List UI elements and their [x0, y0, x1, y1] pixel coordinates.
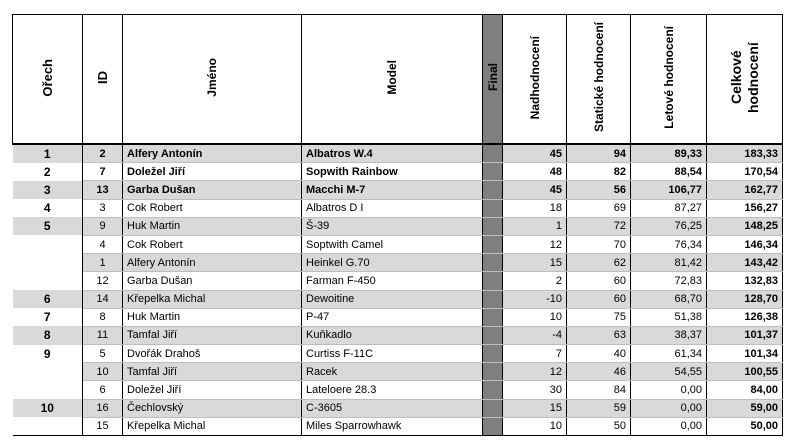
model-cell[interactable]: Dewoitine — [302, 290, 483, 308]
id-cell[interactable]: 15 — [83, 417, 123, 435]
order-cell[interactable]: 3 — [13, 181, 83, 199]
static-cell[interactable]: 94 — [567, 144, 631, 163]
name-cell[interactable]: Cok Robert — [123, 235, 302, 253]
model-cell[interactable]: Heinkel G.70 — [302, 254, 483, 272]
flight-cell[interactable]: 61,34 — [631, 345, 707, 363]
bonus-cell[interactable]: 2 — [503, 272, 567, 290]
total-cell[interactable]: 101,34 — [707, 345, 783, 363]
name-cell[interactable]: Tamfal Jiří — [123, 326, 302, 344]
static-cell[interactable]: 82 — [567, 163, 631, 181]
static-cell[interactable]: 84 — [567, 381, 631, 399]
flight-cell[interactable]: 76,25 — [631, 217, 707, 235]
final-cell[interactable] — [483, 181, 503, 199]
final-cell[interactable] — [483, 199, 503, 217]
static-cell[interactable]: 70 — [567, 235, 631, 253]
order-cell[interactable]: 6 — [13, 290, 83, 308]
name-cell[interactable]: Křepelka Michal — [123, 417, 302, 435]
total-cell[interactable]: 101,37 — [707, 326, 783, 344]
id-cell[interactable]: 3 — [83, 199, 123, 217]
id-cell[interactable]: 8 — [83, 308, 123, 326]
total-cell[interactable]: 128,70 — [707, 290, 783, 308]
total-cell[interactable]: 162,77 — [707, 181, 783, 199]
table-row[interactable] — [13, 181, 783, 199]
total-cell[interactable]: 50,00 — [707, 417, 783, 435]
final-cell[interactable] — [483, 381, 503, 399]
total-cell[interactable]: 132,83 — [707, 272, 783, 290]
order-cell[interactable] — [13, 272, 83, 290]
order-cell[interactable] — [13, 417, 83, 435]
static-cell[interactable]: 72 — [567, 217, 631, 235]
table-row[interactable] — [13, 363, 783, 381]
name-cell[interactable]: Huk Martin — [123, 308, 302, 326]
flight-cell[interactable]: 54,55 — [631, 363, 707, 381]
final-cell[interactable] — [483, 363, 503, 381]
total-cell[interactable]: 183,33 — [707, 144, 783, 163]
id-cell[interactable]: 9 — [83, 217, 123, 235]
flight-cell[interactable]: 0,00 — [631, 381, 707, 399]
id-cell[interactable]: 11 — [83, 326, 123, 344]
order-cell[interactable]: 7 — [13, 308, 83, 326]
id-cell[interactable]: 5 — [83, 345, 123, 363]
static-cell[interactable]: 60 — [567, 290, 631, 308]
static-cell[interactable]: 46 — [567, 363, 631, 381]
bonus-cell[interactable]: 7 — [503, 345, 567, 363]
bonus-cell[interactable]: 10 — [503, 417, 567, 435]
order-cell[interactable]: 5 — [13, 217, 83, 235]
name-cell[interactable]: Křepelka Michal — [123, 290, 302, 308]
final-cell[interactable] — [483, 326, 503, 344]
id-cell[interactable]: 1 — [83, 254, 123, 272]
total-cell[interactable]: 100,55 — [707, 363, 783, 381]
static-cell[interactable]: 62 — [567, 254, 631, 272]
order-cell[interactable]: 8 — [13, 326, 83, 344]
name-cell[interactable]: Garba Dušan — [123, 272, 302, 290]
flight-cell[interactable]: 81,42 — [631, 254, 707, 272]
static-cell[interactable]: 40 — [567, 345, 631, 363]
flight-cell[interactable]: 68,70 — [631, 290, 707, 308]
order-cell[interactable] — [13, 254, 83, 272]
table-row[interactable] — [13, 417, 783, 435]
bonus-cell[interactable]: 12 — [503, 363, 567, 381]
static-cell[interactable]: 50 — [567, 417, 631, 435]
order-cell[interactable] — [13, 381, 83, 399]
table-row[interactable] — [13, 308, 783, 326]
order-cell[interactable]: 2 — [13, 163, 83, 181]
bonus-cell[interactable]: 48 — [503, 163, 567, 181]
header-bonus[interactable]: Nadhodnocení — [503, 15, 567, 145]
total-cell[interactable]: 59,00 — [707, 399, 783, 417]
name-cell[interactable]: Čechlovský — [123, 399, 302, 417]
name-cell[interactable]: Doležel Jiří — [123, 163, 302, 181]
total-cell[interactable]: 143,42 — [707, 254, 783, 272]
final-cell[interactable] — [483, 308, 503, 326]
id-cell[interactable]: 4 — [83, 235, 123, 253]
model-cell[interactable]: Farman F-450 — [302, 272, 483, 290]
bonus-cell[interactable]: 18 — [503, 199, 567, 217]
table-row[interactable] — [13, 217, 783, 235]
bonus-cell[interactable]: 12 — [503, 235, 567, 253]
id-cell[interactable]: 6 — [83, 381, 123, 399]
order-cell[interactable] — [13, 235, 83, 253]
model-cell[interactable]: Š-39 — [302, 217, 483, 235]
table-row[interactable] — [13, 199, 783, 217]
table-row[interactable] — [13, 272, 783, 290]
id-cell[interactable]: 2 — [83, 144, 123, 163]
table-row[interactable] — [13, 290, 783, 308]
bonus-cell[interactable]: 10 — [503, 308, 567, 326]
results-body — [13, 144, 783, 436]
id-cell[interactable]: 7 — [83, 163, 123, 181]
name-cell[interactable]: Huk Martin — [123, 217, 302, 235]
model-cell[interactable]: Kuňkadlo — [302, 326, 483, 344]
model-cell[interactable]: Miles Sparrowhawk — [302, 417, 483, 435]
final-cell[interactable] — [483, 235, 503, 253]
bonus-cell[interactable]: 1 — [503, 217, 567, 235]
flight-cell[interactable]: 88,54 — [631, 163, 707, 181]
name-cell[interactable]: Alfery Antonín — [123, 254, 302, 272]
name-cell[interactable]: Garba Dušan — [123, 181, 302, 199]
table-row[interactable] — [13, 399, 783, 417]
id-cell[interactable]: 10 — [83, 363, 123, 381]
total-cell[interactable]: 146,34 — [707, 235, 783, 253]
table-row[interactable] — [13, 254, 783, 272]
order-cell[interactable]: 9 — [13, 345, 83, 363]
bonus-cell[interactable]: -4 — [503, 326, 567, 344]
bonus-cell[interactable]: 45 — [503, 144, 567, 163]
total-cell[interactable]: 84,00 — [707, 381, 783, 399]
flight-cell[interactable]: 87,27 — [631, 199, 707, 217]
header-final[interactable]: Final — [483, 15, 503, 145]
id-cell[interactable]: 12 — [83, 272, 123, 290]
flight-cell[interactable]: 106,77 — [631, 181, 707, 199]
table-row[interactable] — [13, 144, 783, 163]
static-cell[interactable]: 59 — [567, 399, 631, 417]
header-name[interactable]: Jméno — [123, 15, 302, 145]
final-cell[interactable] — [483, 254, 503, 272]
name-cell[interactable]: Doležel Jiří — [123, 381, 302, 399]
bonus-cell[interactable]: 45 — [503, 181, 567, 199]
flight-cell[interactable]: 51,38 — [631, 308, 707, 326]
name-cell[interactable]: Alfery Antonín — [123, 144, 302, 163]
bonus-cell[interactable]: 15 — [503, 399, 567, 417]
model-cell[interactable]: Albatros W.4 — [302, 144, 483, 163]
id-cell[interactable]: 16 — [83, 399, 123, 417]
header-order[interactable]: Ořech — [13, 15, 83, 145]
results-table — [12, 14, 783, 436]
header-static[interactable]: Statické hodnocení — [567, 15, 631, 145]
model-cell[interactable]: Lateloere 28.3 — [302, 381, 483, 399]
flight-cell[interactable]: 76,34 — [631, 235, 707, 253]
model-cell[interactable]: C-3605 — [302, 399, 483, 417]
final-cell[interactable] — [483, 417, 503, 435]
static-cell[interactable]: 60 — [567, 272, 631, 290]
flight-cell[interactable]: 72,83 — [631, 272, 707, 290]
final-cell[interactable] — [483, 290, 503, 308]
bonus-cell[interactable]: 15 — [503, 254, 567, 272]
static-cell[interactable]: 63 — [567, 326, 631, 344]
model-cell[interactable]: Soptwith Camel — [302, 235, 483, 253]
header-id[interactable]: ID — [83, 15, 123, 145]
flight-cell[interactable]: 0,00 — [631, 417, 707, 435]
total-cell[interactable]: 156,27 — [707, 199, 783, 217]
table-row[interactable] — [13, 235, 783, 253]
model-cell[interactable]: Albatros D I — [302, 199, 483, 217]
flight-cell[interactable]: 38,37 — [631, 326, 707, 344]
final-cell[interactable] — [483, 272, 503, 290]
order-cell[interactable]: 4 — [13, 199, 83, 217]
final-cell[interactable] — [483, 345, 503, 363]
static-cell[interactable]: 69 — [567, 199, 631, 217]
id-cell[interactable]: 14 — [83, 290, 123, 308]
bonus-cell[interactable]: -10 — [503, 290, 567, 308]
name-cell[interactable]: Tamfal Jiří — [123, 363, 302, 381]
bonus-cell[interactable]: 30 — [503, 381, 567, 399]
model-cell[interactable]: P-47 — [302, 308, 483, 326]
final-cell[interactable] — [483, 144, 503, 163]
model-cell[interactable]: Racek — [302, 363, 483, 381]
order-cell[interactable] — [13, 363, 83, 381]
final-cell[interactable] — [483, 163, 503, 181]
static-cell[interactable]: 56 — [567, 181, 631, 199]
flight-cell[interactable]: 0,00 — [631, 399, 707, 417]
header-flight[interactable]: Letové hodnocení — [631, 15, 707, 145]
order-cell[interactable]: 10 — [13, 399, 83, 417]
name-cell[interactable]: Dvořák Drahoš — [123, 345, 302, 363]
final-cell[interactable] — [483, 217, 503, 235]
flight-cell[interactable]: 89,33 — [631, 144, 707, 163]
order-cell[interactable]: 1 — [13, 144, 83, 163]
header-row — [13, 15, 783, 145]
model-cell[interactable]: Sopwith Rainbow — [302, 163, 483, 181]
total-cell[interactable]: 148,25 — [707, 217, 783, 235]
table-row[interactable] — [13, 326, 783, 344]
name-cell[interactable]: Cok Robert — [123, 199, 302, 217]
header-total[interactable]: Celkové hodnocení — [707, 15, 783, 145]
id-cell[interactable]: 13 — [83, 181, 123, 199]
final-cell[interactable] — [483, 399, 503, 417]
table-row[interactable] — [13, 381, 783, 399]
model-cell[interactable]: Macchi M-7 — [302, 181, 483, 199]
header-model[interactable]: Model — [302, 15, 483, 145]
table-row[interactable] — [13, 345, 783, 363]
table-row[interactable] — [13, 163, 783, 181]
static-cell[interactable]: 75 — [567, 308, 631, 326]
total-cell[interactable]: 126,38 — [707, 308, 783, 326]
model-cell[interactable]: Curtiss F-11C — [302, 345, 483, 363]
total-cell[interactable]: 170,54 — [707, 163, 783, 181]
